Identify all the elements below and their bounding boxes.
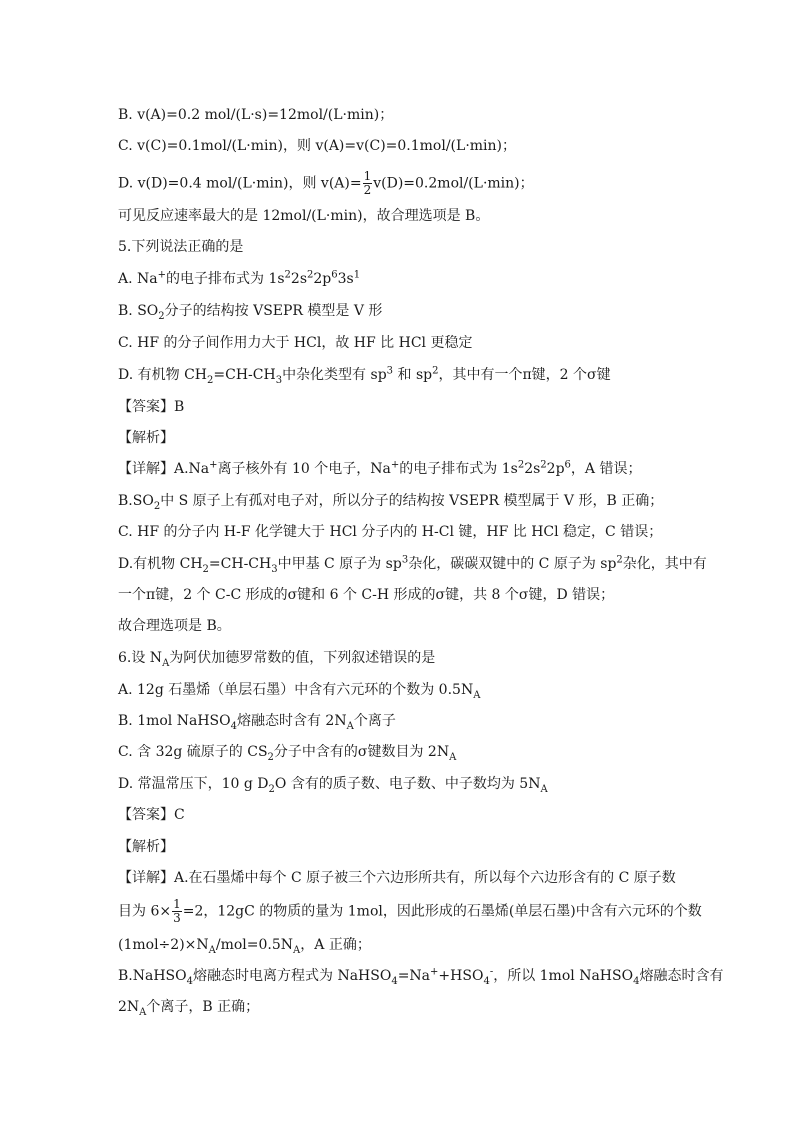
- text-line: C. v(C)=0.1mol/(L·min)，则 v(A)=v(C)=0.1mol/(L·min)；: [118, 138, 516, 154]
- option-c: C. HF 的分子间作用力大于 HCl，故 HF 比 HCl 更稳定: [118, 335, 473, 351]
- answer-label: 【答案】B: [118, 399, 185, 415]
- text-line: 故合理选项是 B。: [118, 618, 231, 634]
- answer-label: 【答案】C: [118, 807, 185, 823]
- text-line: D.有机物 $CH_2=CH-CH_3$中甲基 C 原子为 $sp^3$杂化，碳碳双键中的 C 原子为 $sp^2$杂化，其中有: [118, 554, 707, 575]
- fraction: $\frac{1}{3}$: [173, 897, 181, 925]
- option-d: D. 常温常压下，10 g $D_2O$ 含有的质子数、电子数、中子数均为 $5N_A$: [118, 776, 548, 795]
- text-line: $B.SO_2$中 S 原子上有孤对电子对，所以分子的结构按 VSEPR 模型属于 V 形，B 正确；: [118, 493, 664, 512]
- text-line: 【详解】A.在石墨烯中每个 C 原子被三个六边形所共有，所以每个六边形含有的 C 原子数: [118, 870, 676, 886]
- text-line: 目为 6× $\frac{1}{3}$ =2，12gC 的物质的量为 1mol，因此形成的石墨烯(单层石墨)中含有六元环的个数: [118, 897, 702, 925]
- option-a: A. 12g 石墨烯（单层石墨）中含有六元环的个数为 $0.5N_A$: [118, 682, 481, 701]
- option-b: B. 1mol NaHSO$_4$熔融态时含有 $2N_A$个离子: [118, 713, 396, 732]
- analysis-label: 【解析】: [118, 839, 174, 855]
- question-heading: 6.设 $N_A$为阿伏加德罗常数的值，下列叙述错误的是: [118, 650, 436, 669]
- text-line: B.NaHSO$_4$熔融态时电离方程式为 $NaHSO_4=Na^++HSO_4^-$，所以 1mol NaHSO$_4$熔融态时含有: [118, 966, 724, 987]
- option-a: A. Na+的电子排布式为 $1s^22s^22p^63s^1$: [118, 269, 361, 287]
- question-heading: 5.下列说法正确的是: [118, 239, 244, 255]
- option-d: D. 有机物 $CH_2=CH-CH_3$中杂化类型有 $sp^3$ 和 $sp^2$，其中有一个π键，2 个σ键: [118, 365, 611, 386]
- text-line: 【详解】A.Na+离子核外有 10 个电子，Na+的电子排布式为 $1s^22s^22p^6$，A 错误；: [118, 459, 642, 477]
- fraction: $\frac{1}{2}$: [363, 169, 372, 197]
- option-c: C. 含 32g 硫原子的 $CS_2$分子中含有的σ键数目为 $2N_A$: [118, 744, 457, 763]
- text-line: $2N_A$个离子，B 正确；: [118, 999, 260, 1018]
- text-line: 一个π键，2 个 C-C 形成的σ键和 6 个 C-H 形成的σ键，共 8 个σ键，D 错误；: [118, 587, 615, 603]
- text-line: B. v(A)=0.2 mol/(L·s)=12mol/(L·min)；: [118, 107, 394, 123]
- text-line: C. HF 的分子内 H-F 化学键大于 HCl 分子内的 H-Cl 键，HF 比 HCl 稳定，C 错误；: [118, 524, 663, 540]
- text-line: 可见反应速率最大的是 12mol/(L·min)，故合理选项是 B。: [118, 208, 490, 224]
- option-b: B. $SO_2$分子的结构按 VSEPR 模型是 V 形: [118, 303, 383, 322]
- text-line: D. v(D)=0.4 mol/(L·min)，则 v(A)= $\frac{1}{2}$ v(D)=0.2mol/(L·min)；: [118, 169, 534, 197]
- analysis-label: 【解析】: [118, 430, 174, 446]
- text-line: $(1mol\div 2)\times N_A/mol=0.5N_A$，A 正确；: [118, 937, 371, 956]
